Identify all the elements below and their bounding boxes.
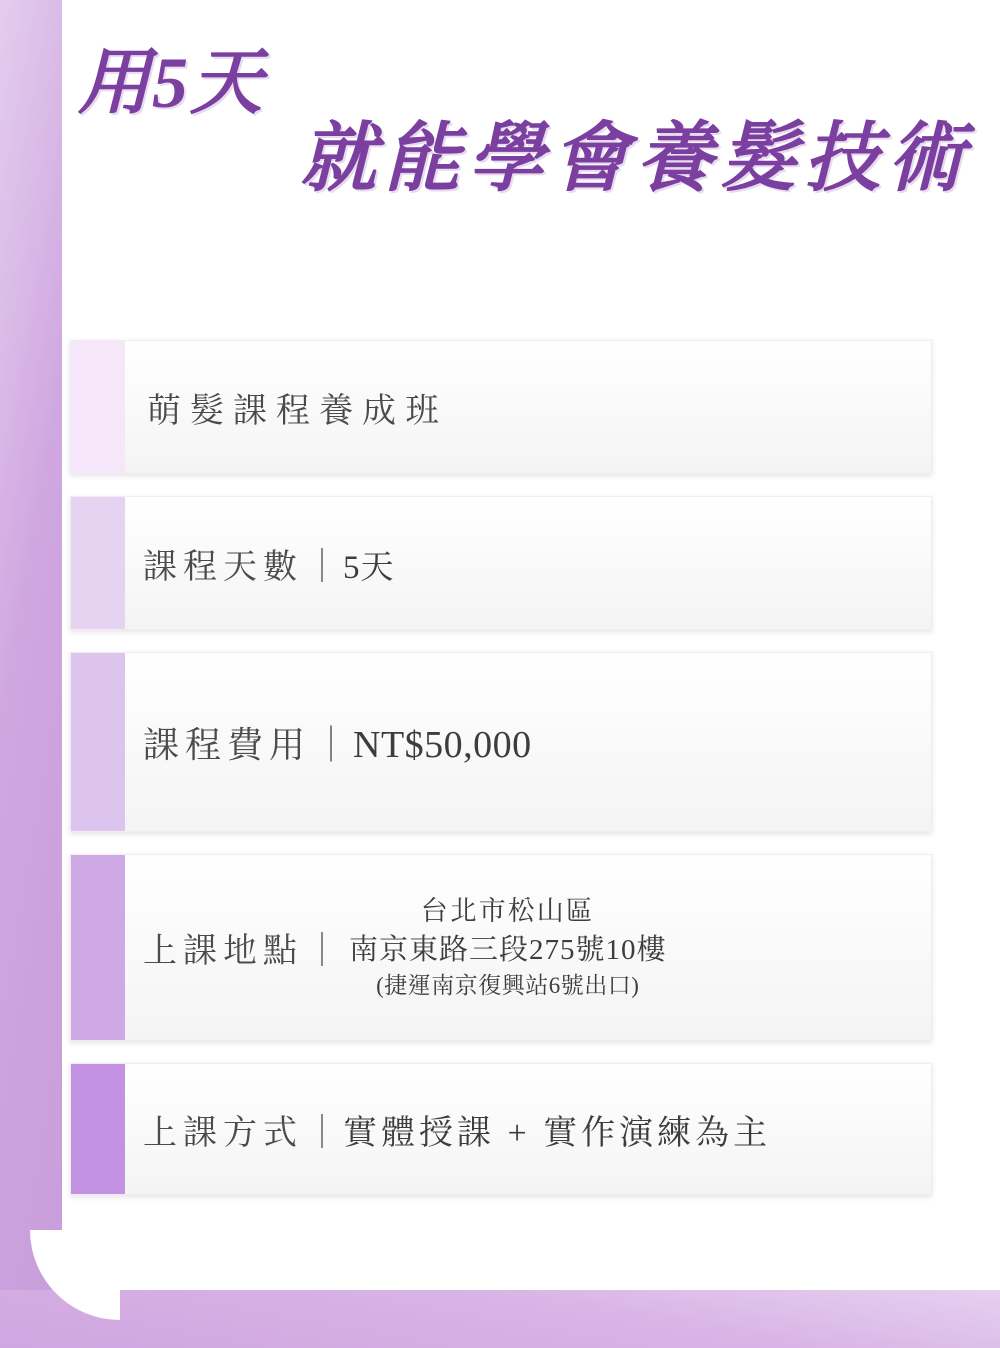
- row-content: [125, 497, 931, 629]
- row-content: [125, 855, 931, 1040]
- row-accent-tab: [71, 1064, 125, 1194]
- course-fee-separator: ｜: [313, 724, 350, 765]
- course-days-label: 課程天數: [143, 548, 303, 586]
- course-format-separator: ｜: [305, 1114, 339, 1152]
- course-days-value: 5天: [343, 549, 395, 586]
- course-days-separator: ｜: [305, 548, 339, 586]
- list-item-course-format: [70, 1063, 932, 1195]
- row-accent-tab: [71, 653, 125, 831]
- page-title-line-2: 就能學會養髮技術: [300, 116, 972, 201]
- list-item-course-title: [70, 340, 932, 474]
- course-format-value: 實體授課 + 實作演練為主: [343, 1114, 772, 1152]
- row-accent-tab: [71, 855, 125, 1040]
- course-format-label: 上課方式: [143, 1114, 303, 1152]
- decorative-bottom-border: [0, 1290, 1000, 1348]
- row-content: [125, 1064, 931, 1194]
- course-title-text: 萌髮課程養成班: [147, 392, 448, 430]
- row-content: [125, 653, 931, 831]
- course-fee-value: NT$50,000: [353, 723, 532, 766]
- course-location-line-1: 台北市松山區: [420, 896, 595, 926]
- course-info-list: [70, 340, 932, 1217]
- course-location-separator: ｜: [305, 933, 339, 970]
- decorative-left-border: [0, 0, 62, 1348]
- page-title-line-1: 用5天: [78, 43, 265, 123]
- row-accent-tab: [71, 497, 125, 629]
- course-location-line-2: 南京東路三段275號10樓: [349, 934, 667, 967]
- list-item-course-fee: [70, 652, 932, 832]
- course-fee-label: 課程費用: [143, 724, 312, 765]
- row-content: [125, 341, 931, 473]
- list-item-course-days: [70, 496, 932, 630]
- course-location-value: [349, 893, 667, 1002]
- page-title: [62, 43, 982, 203]
- course-location-label: 上課地點: [143, 933, 303, 970]
- list-item-course-location: [70, 854, 932, 1041]
- course-location-line-3: (捷運南京復興站6號出口): [376, 973, 640, 999]
- row-accent-tab: [71, 341, 125, 473]
